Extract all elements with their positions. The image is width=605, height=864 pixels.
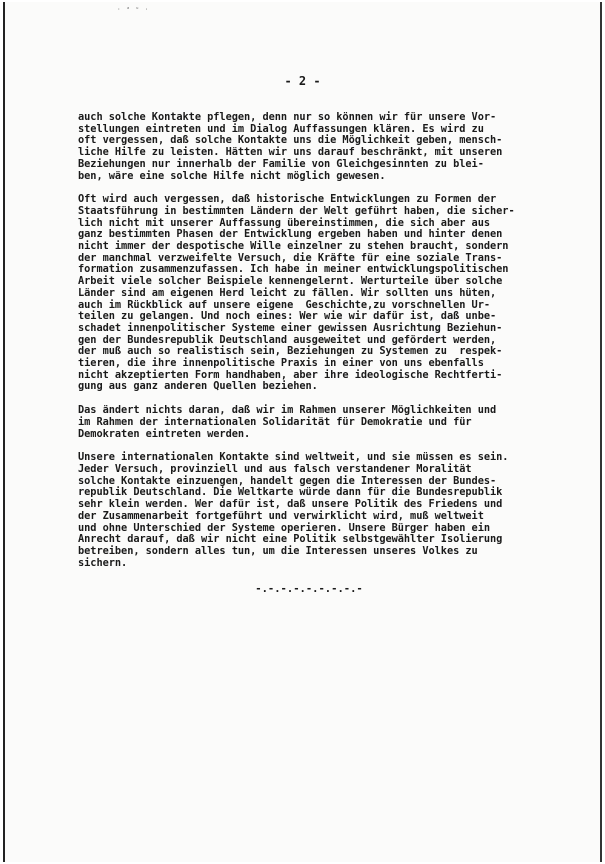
- text-line: schadet innenpolitischer Systeme einer gewissen Ausrichtung Beziehun-: [78, 321, 503, 334]
- text-line: republik Deutschland. Die Weltkarte würde dann für die Bundesrepublik: [78, 486, 503, 499]
- page-number: - 2 -: [284, 74, 321, 88]
- text-line: nicht akzeptierten Form handhaben, aber ihre ideologische Rechtferti-: [78, 368, 503, 381]
- text-line: Staatsführung in bestimmten Ländern der Welt geführt haben, die sicher-: [78, 204, 515, 217]
- text-line: Anrecht darauf, daß wir nicht eine Politik selbstgewählter Isolierung: [78, 533, 503, 546]
- scan-marks: · ᵃ ᵘ ·: [117, 6, 150, 13]
- document-page: [3, 2, 602, 862]
- text-line: Jeder Versuch, provinziell und aus falsch verstandener Moralität: [78, 462, 472, 475]
- text-line: Unsere internationalen Kontakte sind weltweit, und sie müssen es sein.: [78, 451, 509, 464]
- text-line: Demokraten eintreten werden.: [78, 427, 251, 440]
- text-line: tieren, die ihre innenpolitische Praxis in einer von uns ebenfalls: [78, 357, 484, 370]
- text-line: lich nicht mit unserer Auffassung übereinstimmen, die sich aber aus: [78, 216, 491, 229]
- text-line: betreiben, sondern alles tun, um die Interessen unseres Volkes zu: [78, 544, 478, 557]
- text-line: Länder sind am eigenen Herd leicht zu fällen. Wir sollten uns hüten,: [78, 286, 497, 299]
- text-line: ganz bestimmten Phasen der Entwicklung ergeben haben und hinter denen: [78, 228, 503, 241]
- text-line: solche Kontakte einzuengen, handelt gegen die Interessen der Bundes-: [78, 474, 497, 487]
- text-line: der manchmal verzweifelte Versuch, die Kräfte für eine soziale Trans-: [78, 251, 503, 264]
- text-line: liche Hilfe zu leisten. Hätten wir uns darauf beschränkt, mit unseren: [78, 146, 503, 159]
- text-line: der Zusammenarbeit fortgeführt und verwirklicht wird, muß weltweit: [78, 509, 484, 522]
- text-line: teilen zu gelangen. Und noch eines: Wer wie wir dafür ist, daß unbe-: [78, 310, 497, 323]
- text-line: Oft wird auch vergessen, daß historische Entwicklungen zu Formen der: [78, 193, 497, 206]
- text-line: ben, wäre eine solche Hilfe nicht möglich gewesen.: [78, 169, 386, 182]
- text-line: stellungen eintreten und im Dialog Auffassungen klären. Es wird zu: [78, 122, 484, 135]
- paragraph: [78, 452, 590, 569]
- end-divider: -.-.-.-.-.-.-.-.-: [255, 583, 363, 596]
- text-line: und ohne Unterschied der Systeme operieren. Unsere Bürger haben ein: [78, 521, 491, 534]
- paragraph: [78, 194, 590, 393]
- text-line: auch solche Kontakte pflegen, denn nur so können wir für unsere Vor-: [78, 111, 497, 123]
- text-line: Arbeit viele solcher Beispiele kennengelernt. Werturteile über solche: [78, 275, 503, 288]
- text-line: im Rahmen der internationalen Solidarität für Demokratie und für: [78, 415, 472, 428]
- text-line: auch im Rückblick auf unsere eigene Geschichte,zu vorschnellen Ur-: [78, 298, 491, 311]
- paragraph: [78, 405, 590, 440]
- text-line: der muß auch so realistisch sein, Beziehungen zu Systemen zu respek-: [78, 345, 503, 358]
- text-line: sichern.: [78, 556, 128, 569]
- text-line: gen der Bundesrepublik Deutschland ausgeweitet und gefördert werden,: [78, 333, 497, 346]
- text-line: Das ändert nichts daran, daß wir im Rahmen unserer Möglichkeiten und: [78, 404, 497, 417]
- text-line: gung aus ganz anderen Quellen beziehen.: [78, 380, 318, 393]
- text-line: formation zusammenzufassen. Ich habe in meiner entwicklungspolitischen: [78, 263, 509, 276]
- text-line: oft vergessen, daß solche Kontakte uns die Möglichkeit geben, mensch-: [78, 134, 503, 147]
- body-text: [78, 112, 590, 595]
- text-line: Beziehungen nur innerhalb der Familie von Gleichgesinnten zu blei-: [78, 157, 484, 170]
- text-line: sehr klein werden. Wer dafür ist, daß unsere Politik des Friedens und: [78, 498, 503, 511]
- text-line: nicht immer der despotische Wille einzelner zu stehen braucht, sondern: [78, 240, 509, 253]
- paragraph: [78, 112, 590, 182]
